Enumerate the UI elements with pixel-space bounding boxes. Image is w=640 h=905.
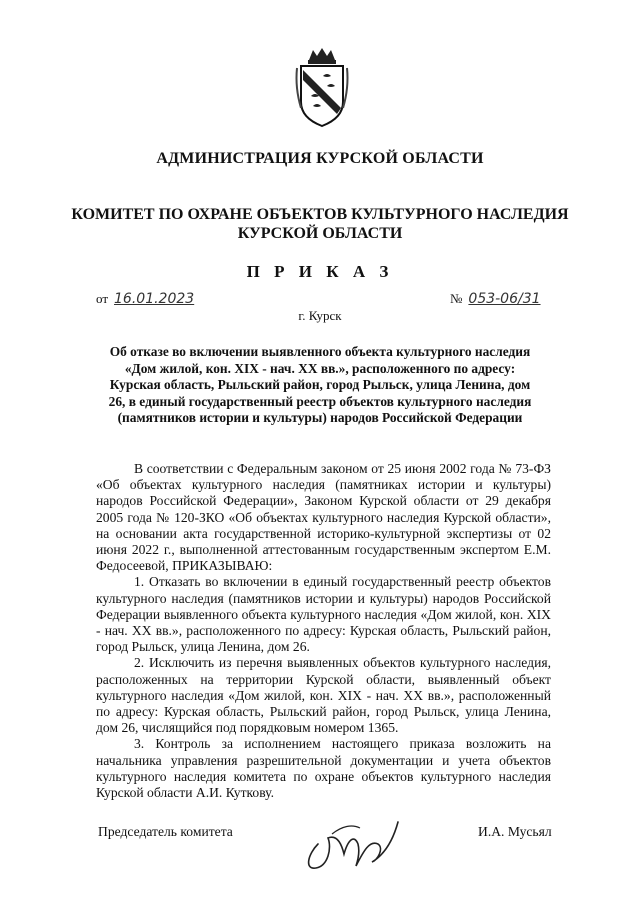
order-item-3: 3. Контроль за исполнением настоящего приказа возложить на начальника управления разрешительной документации и учета объектов культурного наследия комитета по охране объектов культурного наследия Курской области А.И. Куткову. xyxy=(96,736,551,801)
order-item-1: 1. Отказать во включении в единый государственный реестр объектов культурного наследия (памятников истории и культуры) народов Российской Федерации выявленного объекта культурного наследия «Дом жилой, кон. XIX - нач. XX вв.», расположенного по адресу: Курская область, Рыльский район, город Рыльск, улица Ленина, дом 26. xyxy=(96,574,551,655)
committee-heading xyxy=(0,205,640,243)
date-prefix: от xyxy=(96,291,109,306)
city-label: г. Курск xyxy=(298,308,342,323)
number-prefix: № xyxy=(450,291,463,306)
order-number xyxy=(450,291,547,307)
order-item-2: 2. Исключить из перечня выявленных объектов культурного наследия, расположенных на территории Курской области, выявленный объект культурного наследия «Дом жилой, кон. XIX - нач. XX вв.», расположенный по адресу: Курская область, Рыльский район, город Рыльск, улица Ленина, дом 26, числящийся под порядковым номером 1365. xyxy=(96,655,551,736)
order-subject: Об отказе во включении выявленного объекта культурного наследия «Дом жилой, кон. XIX - нач. XX вв.», расположенного по адресу: Курская область, Рыльский район, город Рыльск, улица Ленина, дом 26, в единый государственный реестр объектов культурного наследия (памятников истории и культуры) народов Российской Федерации xyxy=(108,344,532,425)
order-title: П Р И К А З xyxy=(246,262,394,281)
order-body xyxy=(96,461,551,801)
committee-heading-line2: КУРСКОЙ ОБЛАСТИ xyxy=(237,225,403,242)
order-date xyxy=(96,291,200,307)
handwritten-signature xyxy=(298,804,408,876)
signatory-name: И.А. Мусьял xyxy=(478,824,552,839)
date-value: 16.01.2023 xyxy=(114,291,195,307)
signatory-position: Председатель комитета xyxy=(98,824,233,839)
coat-of-arms-emblem xyxy=(293,46,351,130)
preamble-paragraph: В соответствии с Федеральным законом от 25 июня 2002 года № 73-ФЗ «Об объектах культурного наследия (памятниках истории и культуры) народов Российской Федерации», Законом Курской области от 29 декабря 2005 года № 120-ЗКО «Об объектах культурного наследия Курской области», на основании акта государственной историко-культурной экспертизы от 02 июня 2022 г., выполненной аттестованным государственным экспертом Е.М. Федосеевой, ПРИКАЗЫВАЮ: xyxy=(96,461,551,574)
administration-heading: АДМИНИСТРАЦИЯ КУРСКОЙ ОБЛАСТИ xyxy=(156,150,484,167)
committee-heading-line1: КОМИТЕТ ПО ОХРАНЕ ОБЪЕКТОВ КУЛЬТУРНОГО НАСЛЕДИЯ xyxy=(71,206,569,223)
number-value: 053-06/31 xyxy=(468,291,541,307)
